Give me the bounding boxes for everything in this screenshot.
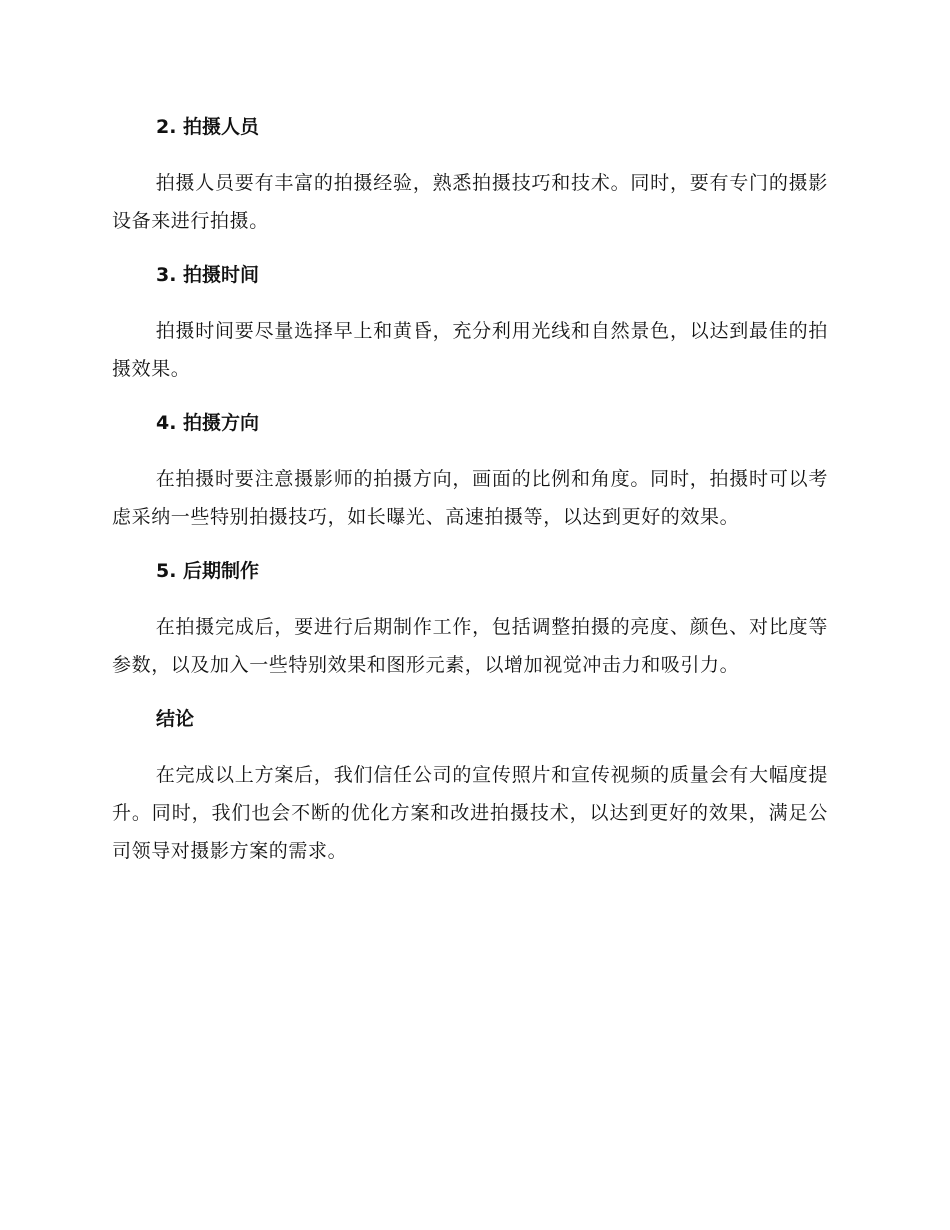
section-paragraph: 在拍摄时要注意摄影师的拍摄方向，画面的比例和角度。同时，拍摄时可以考虑采纳一些特别拍摄技巧，如长曝光、高速拍摄等，以达到更好的效果。 <box>112 468 828 528</box>
section-heading: 结论 <box>156 708 195 730</box>
section-post-production <box>112 556 828 684</box>
section-paragraph: 在完成以上方案后，我们信任公司的宣传照片和宣传视频的质量会有大幅度提升。同时，我们也会不断的优化方案和改进拍摄技术，以达到更好的效果，满足公司领导对摄影方案的需求。 <box>112 764 828 862</box>
section-heading: 3. 拍摄时间 <box>156 264 260 286</box>
section-heading: 2. 拍摄人员 <box>156 116 260 138</box>
section-paragraph: 拍摄人员要有丰富的拍摄经验，熟悉拍摄技巧和技术。同时，要有专门的摄影设备来进行拍摄。 <box>112 172 828 232</box>
section-heading: 5. 后期制作 <box>156 560 260 582</box>
section-paragraph: 在拍摄完成后，要进行后期制作工作，包括调整拍摄的亮度、颜色、对比度等参数，以及加入一些特别效果和图形元素，以增加视觉冲击力和吸引力。 <box>112 616 828 676</box>
section-paragraph: 拍摄时间要尽量选择早上和黄昏，充分利用光线和自然景色，以达到最佳的拍摄效果。 <box>112 320 828 380</box>
section-shooting-time <box>112 260 828 388</box>
section-heading: 4. 拍摄方向 <box>156 412 260 434</box>
section-shooting-direction <box>112 408 828 536</box>
section-shooting-staff <box>112 112 828 240</box>
section-conclusion <box>112 704 828 870</box>
